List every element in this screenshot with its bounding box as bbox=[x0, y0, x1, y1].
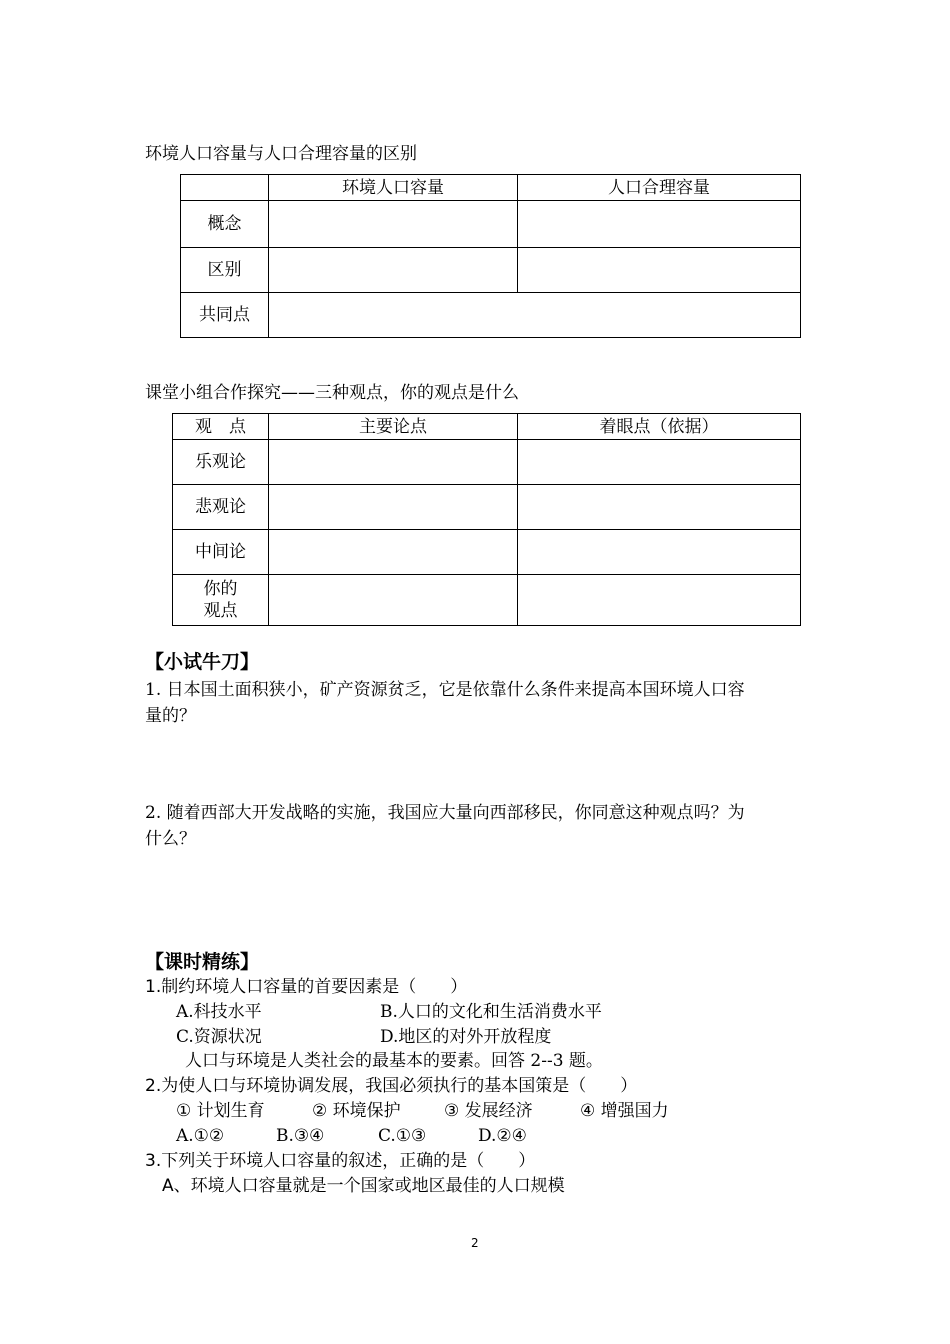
section2-heading: 【课时精练】 bbox=[145, 951, 260, 973]
table2-cell bbox=[518, 575, 801, 626]
table1-row-label: 共同点 bbox=[181, 293, 269, 338]
table1-header-col2: 人口合理容量 bbox=[518, 175, 801, 201]
table2-row-label: 中间论 bbox=[173, 530, 269, 575]
table2-row-label: 悲观论 bbox=[173, 485, 269, 530]
table1-cell bbox=[518, 248, 801, 293]
table1-cell bbox=[269, 248, 518, 293]
section2-q2: 2.为使人口与环境协调发展，我国必须执行的基本国策是（ ） bbox=[145, 1076, 638, 1096]
table2-row-label-yours bbox=[173, 575, 269, 626]
section2-intro: 人口与环境是人类社会的最基本的要素。回答 2--3 题。 bbox=[185, 1051, 603, 1071]
table1-row-label: 概念 bbox=[181, 201, 269, 248]
section1-q1-line2: 量的？ bbox=[145, 706, 196, 726]
table2-cell bbox=[518, 485, 801, 530]
section1-q2-line2: 什么？ bbox=[145, 829, 196, 849]
table2-cell bbox=[269, 440, 518, 485]
section2-q1-option-c: C.资源状况 bbox=[176, 1027, 262, 1047]
section1-q1-line1: 1. 日本国土面积狭小，矿产资源贫乏，它是依靠什么条件来提高本国环境人口容 bbox=[145, 680, 745, 700]
section2-q1-option-d: D.地区的对外开放程度 bbox=[380, 1027, 552, 1047]
table1-cell bbox=[518, 201, 801, 248]
table2-yours-line2: 观点 bbox=[203, 601, 238, 621]
table1-cell bbox=[269, 201, 518, 248]
table1-caption: 环境人口容量与人口合理容量的区别 bbox=[145, 144, 417, 164]
table2-cell bbox=[269, 575, 518, 626]
section2-q2-item3: ③ 发展经济 bbox=[444, 1101, 533, 1121]
table2-yours-line1: 你的 bbox=[203, 579, 238, 599]
table1-row-label: 区别 bbox=[181, 248, 269, 293]
section2-q2-item1: ① 计划生育 bbox=[176, 1101, 265, 1121]
section2-q1: 1.制约环境人口容量的首要因素是（ ） bbox=[145, 977, 468, 997]
table2 bbox=[172, 413, 801, 626]
table2-header-col2: 着眼点（依据） bbox=[518, 414, 801, 440]
section2-q2-item4: ④ 增强国力 bbox=[580, 1101, 669, 1121]
table2-caption: 课堂小组合作探究——三种观点，你的观点是什么 bbox=[145, 383, 519, 403]
section2-q1-option-a: A.科技水平 bbox=[176, 1002, 262, 1022]
section2-q1-option-b: B.人口的文化和生活消费水平 bbox=[380, 1002, 602, 1022]
table2-header-col1: 主要论点 bbox=[269, 414, 518, 440]
section2-q2-option-b: B.③④ bbox=[276, 1126, 325, 1146]
table1-header-blank bbox=[181, 175, 269, 201]
table2-cell bbox=[518, 530, 801, 575]
table2-cell bbox=[518, 440, 801, 485]
section1-q2-line1: 2. 随着西部大开发战略的实施，我国应大量向西部移民，你同意这种观点吗？为 bbox=[145, 803, 745, 823]
section2-q2-option-c: C.①③ bbox=[378, 1126, 427, 1146]
table1-header-col1: 环境人口容量 bbox=[269, 175, 518, 201]
table1-cell bbox=[269, 293, 801, 338]
table2-cell bbox=[269, 485, 518, 530]
page-number: 2 bbox=[471, 1236, 479, 1250]
section2-q2-option-a: A.①② bbox=[176, 1126, 225, 1146]
section2-q2-item2: ② 环境保护 bbox=[312, 1101, 401, 1121]
section2-q3: 3.下列关于环境人口容量的叙述，正确的是（ ） bbox=[145, 1151, 536, 1171]
table2-row-label: 乐观论 bbox=[173, 440, 269, 485]
table2-header-col0: 观 点 bbox=[173, 414, 269, 440]
section2-q3-option-a: A、环境人口容量就是一个国家或地区最佳的人口规模 bbox=[162, 1176, 565, 1196]
section1-heading: 【小试牛刀】 bbox=[145, 651, 260, 673]
table1 bbox=[180, 174, 801, 338]
table2-cell bbox=[269, 530, 518, 575]
section2-q2-option-d: D.②④ bbox=[478, 1126, 527, 1146]
